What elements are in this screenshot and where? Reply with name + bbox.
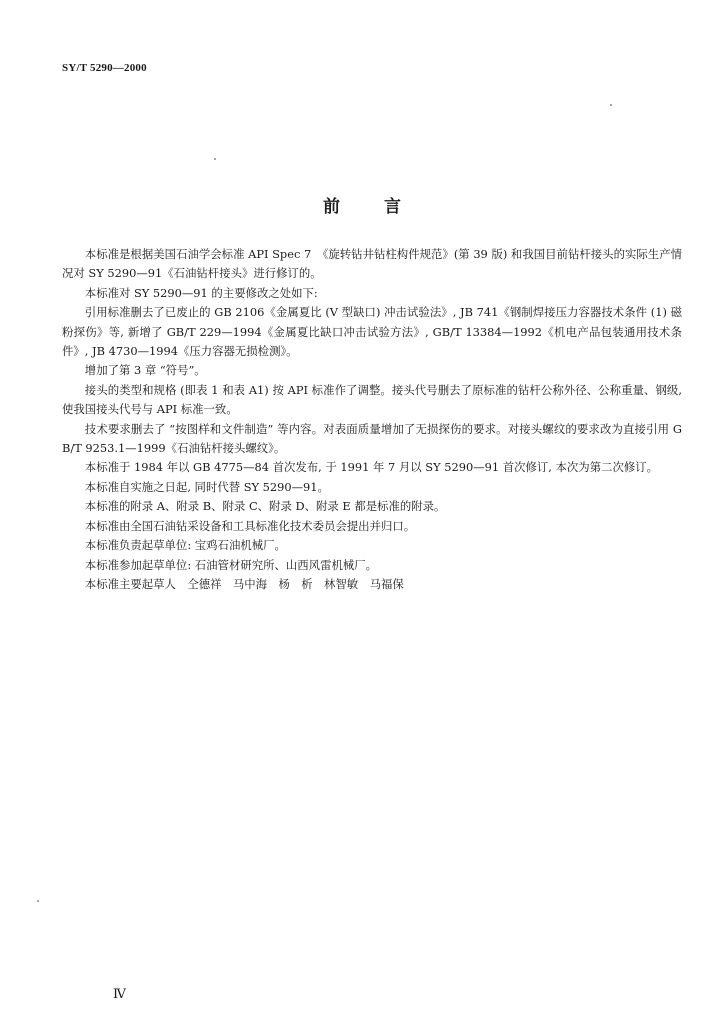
foreword-body (62, 245, 682, 594)
scan-speck (37, 900, 39, 902)
paragraph-main-drafters: 本标准主要起草人 仝德祥 马中海 杨 析 林智敏 马福保 (84, 576, 404, 591)
paragraph-appendices: 本标准的附录 A、附录 B、附录 C、附录 D、附录 E 都是标准的附录。 (84, 499, 446, 514)
paragraph-referenced-standards: 引用标准删去了已废止的 GB 2106《金属夏比 (V 型缺口) 冲击试验法》, JB 741《钢制焊接压力容器技术条件 (1) 磁粉探伤》等, 新增了 GB/T 229—1994《金属夏比缺口冲击试验方法》, GB/T 13384—1992《机电产品包装通用技术条件》, JB 4730—1994《压力容器无损检测》。 (62, 305, 682, 359)
paragraph-history: 本标准于 1984 年以 GB 4775—84 首次发布, 于 1991 年 7 月以 SY 5290—91 首次修订, 本次为第二次修订。 (84, 460, 659, 475)
paragraph-types-specs: 接头的类型和规格 (即表 1 和表 A1) 按 API 标准作了调整。接头代号删去了原标准的钻杆公称外径、公称重量、钢级, 使我国接头代号与 API 标准一致。 (62, 382, 682, 417)
page-title: 前言 (323, 197, 445, 217)
scan-speck (610, 104, 612, 106)
paragraph-proposer: 本标准由全国石油钻采设备和工具标准化技术委员会提出并归口。 (84, 518, 416, 533)
paragraph-supersedes: 本标准自实施之日起, 同时代替 SY 5290—91。 (84, 479, 329, 494)
paragraph-participating-drafters: 本标准参加起草单位: 石油管材研究所、山西风雷机械厂。 (84, 557, 378, 572)
scan-speck (214, 158, 216, 160)
paragraph-lead-drafter: 本标准负责起草单位: 宝鸡石油机械厂。 (84, 538, 286, 553)
paragraph-technical-requirements: 技术要求删去了 “按图样和文件制造” 等内容。对表面质量增加了无损探伤的要求。对接头螺纹的要求改为直接引用 GB/T 9253.1—1999《石油钻杆接头螺纹》。 (62, 421, 682, 456)
paragraph-basis: 本标准是根据美国石油学会标准 API Spec 7 《旋转钻井钻柱构件规范》(第 39 版) 和我国目前钻杆接头的实际生产情况对 SY 5290—91《石油钻杆接头》进行修订的。 (62, 247, 682, 281)
page-number: Ⅳ (113, 986, 126, 1001)
paragraph-symbols-chapter: 增加了第 3 章 “符号”。 (84, 363, 206, 378)
standard-code-header: SY/T 5290—2000 (62, 62, 147, 74)
paragraph-changes-intro: 本标准对 SY 5290—91 的主要修改之处如下: (84, 285, 318, 300)
